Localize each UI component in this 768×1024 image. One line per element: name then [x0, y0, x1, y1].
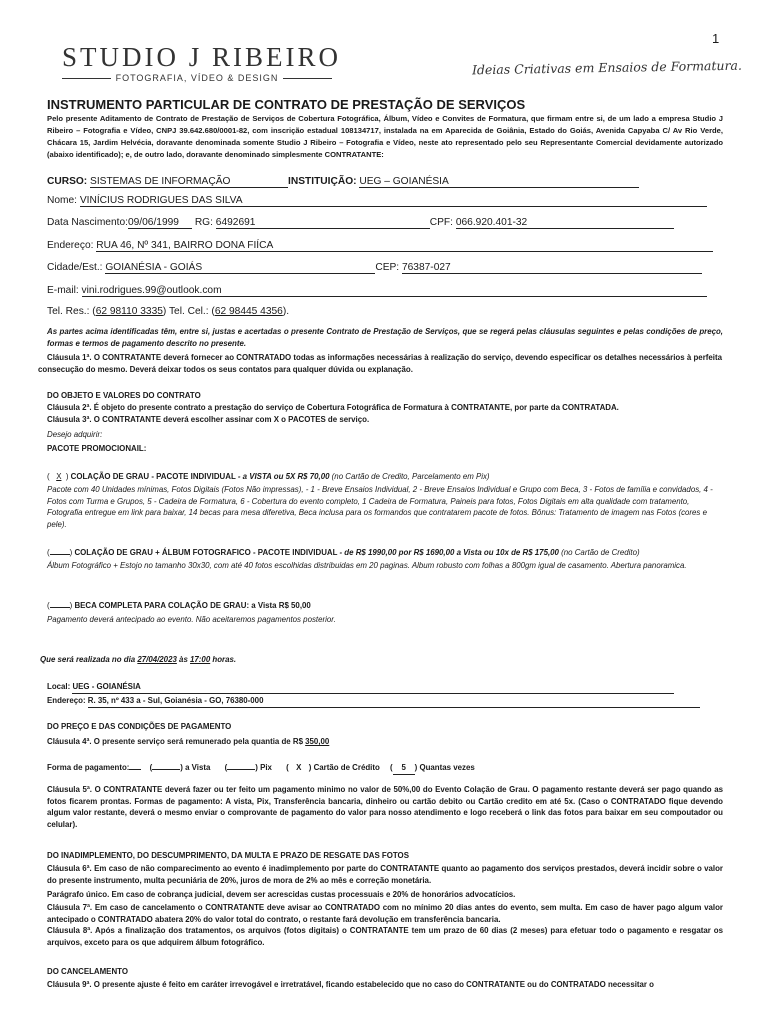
- logo-subtitle: FOTOGRAFIA, VÍDEO & DESIGN: [115, 73, 279, 83]
- clause-5: Cláusula 5ª. O CONTRATANTE deverá fazer ou ter feito um pagamento minimo no valor de 50%,00 do Evento Colação de Grau. O pagamento restante deverá ser pago quando as fotos ficarem prontas. Formas de pagamento: A vista, Pix, Transferência bancaria, dinheiro ou cartão debito ou Cartão credito em até 5x. (Caso o CONTRATADO fique devendo algum valor restante, deverá o mesmo enviar o comprovante de pagamento do valor para nosso atendimento e logo receberá o link das fotos para baixar em seu compoutador ou celular).: [47, 785, 723, 829]
- installments-field[interactable]: 5: [393, 762, 415, 775]
- price-heading: DO PREÇO E DAS CONDIÇÕES DE PAGAMENTO: [47, 722, 232, 731]
- event-address-line: Endereço: R. 35, nº 433 a - Sul, Goianésia - GO, 76380-000: [47, 695, 700, 708]
- course-field[interactable]: SISTEMAS DE INFORMAÇÃO: [90, 176, 288, 188]
- package-1-line: ( X ) COLAÇÃO DE GRAU - PACOTE INDIVIDUAL - a VISTA ou 5X R$ 70,00 (no Cartão de Credito, Parcelamento em Pix): [47, 472, 490, 481]
- clause-4: Cláusula 4ª. O presente serviço será remunerado pela quantia de R$ 350,00: [47, 737, 330, 746]
- city-field[interactable]: GOIANÉSIA - GOIÁS: [105, 262, 375, 274]
- clause-1: Cláusula 1ª. O CONTRATANTE deverá fornecer ao CONTRATADO todas as informações necessárias à realização do serviço, devendo especificar os detalhes necessários à perfeita consecução do mesmo. Deverá deixar todos os seus contatos para qualquer dúvida ou explanação.: [38, 353, 722, 374]
- logo-rule-left: [62, 78, 111, 79]
- sole-paragraph: Parágrafo único. Em caso de cobrança judicial, devem ser acrescidas custas processuais e 20% de honorários advocatícios.: [47, 890, 516, 899]
- logo-rule-right: [283, 78, 332, 79]
- clause-7: Cláusula 7ª. Em caso de cancelamento o CONTRATANTE deve avisar ao CONTRATADO com no mínimo 20 dias antes do evento, sem multa. Em caso de haver pago algum valor antecipado o CONTRATADO abatera 20% do valor total do contrato, o restante fará devolução em transferência bancaria.: [47, 903, 723, 924]
- address-field[interactable]: RUA 46, Nº 341, BAIRRO DONA FIÍCA: [96, 240, 713, 252]
- institution-field[interactable]: UEG – GOIANÉSIA: [359, 176, 639, 188]
- clause-9: Cláusula 9ª. O presente ajuste é feito em caráter irrevogável e irretratável, ficando estabelecido que no caso do CONTRATANTE ou do CONTRATADO necessitar o: [47, 980, 655, 989]
- package-2-title: COLAÇÃO DE GRAU + ÁLBUM FOTOGRAFICO - PACOTE INDIVIDUAL: [74, 548, 340, 557]
- intro-paragraph: Pelo presente Aditamento de Contrato de Prestação de Serviços de Cobertura Fotográfica, Álbum, Vídeo e Convites de Formatura, que firmam entre si, de um lado a empresa Studio J Ribeiro – Fotografia e Vídeo, CNPJ 39.642.680/0001-82, com inscrição estadual 108134717, instalada na em Aparecida de Goiânia, Estado do Goiás, Avenida Capyaba C/ Av Rio Verde, Chácara 15, Jardim Helvécia, doravante denominada somente Studio J Ribeiro – Fotografia e Vídeo, neste ato representado pelo seu Representante Comercial devidamente autorizado (abaixo identificado); e, de outro lado, doravante denominado simplesmente CONTRATANTE:: [47, 114, 723, 159]
- package-2-price: - de R$ 1990,00 por R$ 1690,00 a Vista ou 10x de R$ 175,00: [339, 548, 559, 557]
- event-local-field[interactable]: UEG - GOIANÉSIA: [72, 681, 674, 694]
- package-3-line: ( ) BECA COMPLETA PARA COLAÇÃO DE GRAU: a Vista R$ 50,00: [47, 601, 311, 610]
- cpf-field[interactable]: 066.920.401-32: [456, 217, 674, 229]
- package-2-line: ( ) COLAÇÃO DE GRAU + ÁLBUM FOTOGRAFICO - PACOTE INDIVIDUAL - de R$ 1990,00 por R$ 1690,00 a Vista ou 10x de R$ 175,00 (no Cartão de Credito): [47, 548, 640, 557]
- event-time-field[interactable]: 17:00: [190, 655, 211, 664]
- page-number: 1: [712, 31, 720, 46]
- slogan: Ideias Criativas em Ensaios de Formatura.: [471, 57, 743, 78]
- event-date-line: Que será realizada no dia 27/04/2023 às 17:00 horas.: [40, 655, 237, 664]
- package-2-note: (no Cartão de Credito): [558, 548, 640, 557]
- event-local-line: Local: UEG - GOIANÉSIA: [47, 681, 674, 694]
- phone-line: Tel. Res.: (62 98110 3335) Tel. Cel.: (62 98445 4356).: [47, 306, 290, 317]
- event-date-field[interactable]: 27/04/2023: [137, 655, 177, 664]
- desire-label: Desejo adquirir:: [47, 430, 103, 439]
- package-1-checkbox[interactable]: X: [56, 472, 62, 481]
- document-title: INSTRUMENTO PARTICULAR DE CONTRATO DE PRESTAÇÃO DE SERVIÇOS: [47, 97, 526, 112]
- card-checkbox[interactable]: X: [296, 763, 302, 772]
- clause-3: Cláusula 3ª. O CONTRATANTE deverá escolher assinar com X o PACOTES de serviço.: [47, 415, 370, 424]
- promo-label: PACOTE PROMOCIONAIL:: [47, 444, 147, 453]
- clause-2: Cláusula 2ª. É objeto do presente contrato a prestação do serviço de Cobertura Fotográfica de Formatura à CONTRATANTE, por parte da CONTRATADA.: [47, 403, 619, 412]
- package-1-price: - a VISTA ou 5X R$ 70,00: [237, 472, 330, 481]
- package-1-note: (no Cartão de Credito, Parcelamento em Pix): [329, 472, 490, 481]
- rg-field[interactable]: 6492691: [216, 217, 430, 229]
- package-3-price: a Vista R$ 50,00: [249, 601, 311, 610]
- default-heading: DO INADIMPLEMENTO, DO DESCUMPRIMENTO, DA MULTA E PRAZO DE RESGATE DAS FOTOS: [47, 851, 409, 860]
- birth-line: Data Nascimento:09/06/1999 RG: 6492691 CPF: 066.920.401-32: [47, 217, 674, 229]
- pix-checkbox[interactable]: [227, 769, 255, 770]
- birth-field[interactable]: 09/06/1999: [128, 217, 192, 229]
- address-line: Endereço: RUA 46, Nº 341, BAIRRO DONA FIÍCA: [47, 240, 713, 252]
- parties-paragraph: As partes acima identificadas têm, entre si, justas e acertadas o presente Contrato de Prestação de Serviços, que se regerá pelas cláusulas seguintes e pelas condições de preço, formas e termos de pagamento descrito no presente.: [47, 327, 723, 348]
- price-value-field[interactable]: 350,00: [305, 737, 330, 746]
- package-2-checkbox[interactable]: [50, 554, 70, 555]
- cell-phone-field[interactable]: 62 98445 4356: [214, 306, 283, 317]
- clause-6: Cláusula 6ª. Em caso de não comparecimento ao evento é inadimplemento por parte do CONTRATANTE quanto ao pagamento dos serviços prestados, deverá incidir sobre o valor do presente instrumento, multa pecuniária de 20%, juros de mora de 2% ao mês e correção monetária.: [47, 864, 723, 885]
- event-address-field[interactable]: R. 35, nº 433 a - Sul, Goianésia - GO, 76380-000: [88, 695, 700, 708]
- name-field[interactable]: VINÍCIUS RODRIGUES DAS SILVA: [80, 195, 707, 207]
- email-field[interactable]: vini.rodrigues.99@outlook.com: [82, 285, 707, 297]
- cancel-heading: DO CANCELAMENTO: [47, 967, 128, 976]
- package-1-title: COLAÇÃO DE GRAU - PACOTE INDIVIDUAL: [70, 472, 238, 481]
- clause-8: Cláusula 8ª. Após a finalização dos tratamentos, os arquivos (fotos digitais) o CONTRATANTE tem um prazo de 60 dias (2 meses) para efetuar todo o pagamento e resgatar os arquivos, exceto para os que adquirem álbum fotográfico.: [47, 926, 723, 947]
- logo-title: STUDIO J RIBEIRO: [62, 42, 342, 72]
- avista-checkbox[interactable]: [152, 769, 180, 770]
- course-line: CURSO: SISTEMAS DE INFORMAÇÃO INSTITUIÇÃO: UEG – GOIANÉSIA: [47, 176, 639, 188]
- home-phone-field[interactable]: 62 98110 3335: [95, 306, 163, 317]
- package-2-description: Álbum Fotográfico + Estojo no tamanho 30x30, com até 40 fotos escolhidas distribuidas em 20 paginas. Album robusto com folhas a 800gm igual de casamento. Abertura panoramica.: [47, 561, 687, 570]
- package-1-description: Pacote com 40 Unidades mínimas, Fotos Digitais (Fotos Não impressas), - 1 - Breve Ensaios Individual, 2 - Breve Ensaios Individual e Grupo com Beca, 3 - Fotos de família e convidados, 4 - Fotos com Turma e Grupos, 5 - Cadeira de Formatura, 6 - Cobertura do evento completo, 1 Cadeira de Formatura, Paineis para fotos, Fotos Digitais em alta qualidade com tratamento, Fotografia entregue em link para baixar, 14 becas para mesa diferetiva, Beca inclusa para os formandos que contratarem pacote de fotos. Bônus: Tratamento de imagem nas Fotos (cores e pele).: [47, 485, 713, 529]
- cep-field[interactable]: 76387-027: [402, 262, 702, 274]
- package-3-description: Pagamento deverá antecipado ao evento. Não aceitaremos pagamentos posterior.: [47, 615, 336, 624]
- studio-logo: [62, 42, 342, 83]
- name-line: Nome: VINÍCIUS RODRIGUES DAS SILVA: [47, 195, 707, 207]
- package-3-checkbox[interactable]: [50, 607, 70, 608]
- city-line: Cidade/Est.: GOIANÉSIA - GOIÁS CEP: 76387-027: [47, 262, 702, 274]
- payment-form-line: Forma de pagamento: ( ) a Vista ( ) Pix ( X ) Cartão de Crédito ( 5 ) Quantas vezes: [47, 762, 475, 775]
- package-3-title: BECA COMPLETA PARA COLAÇÃO DE GRAU:: [74, 601, 250, 610]
- email-line: E-mail: vini.rodrigues.99@outlook.com: [47, 285, 707, 297]
- object-heading: DO OBJETO E VALORES DO CONTRATO: [47, 391, 201, 400]
- payment-blank[interactable]: [129, 769, 141, 770]
